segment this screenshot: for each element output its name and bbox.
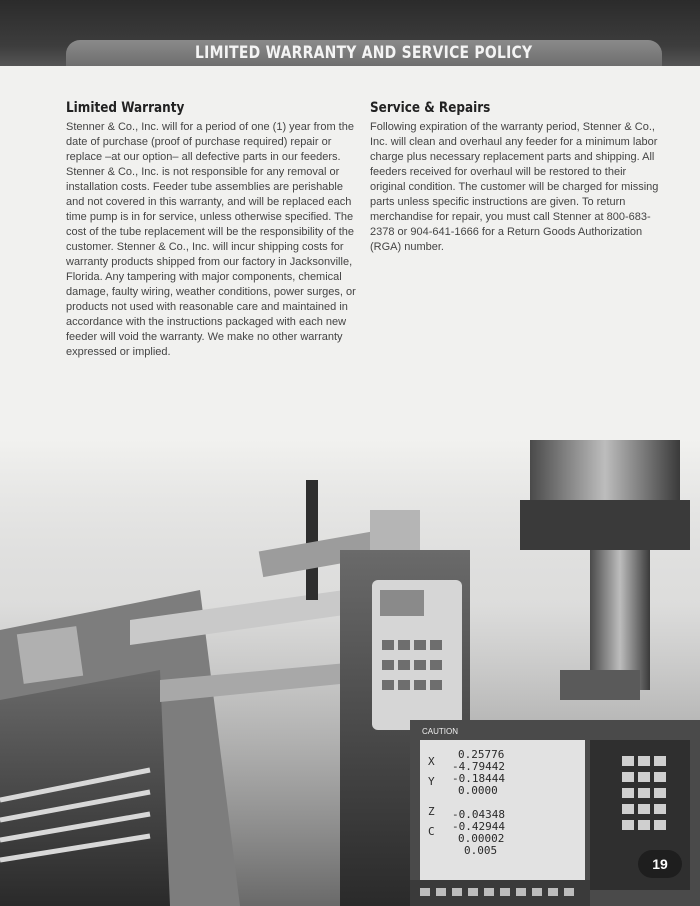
service-section (370, 100, 662, 255)
readout-value: -0.42944 (452, 820, 505, 833)
readout-value: -0.04348 (452, 808, 505, 821)
axis-label-y: Y (428, 775, 435, 788)
page-title: LIMITED WARRANTY AND SERVICE POLICY (195, 43, 533, 63)
readout-value: -0.18444 (452, 772, 505, 785)
readout-value: 0.00002 (458, 832, 505, 845)
warranty-body: Stenner & Co., Inc. will for a period of one (1) year from the date of purchase (proof of purchase required) repair or replace –at our option– all defective parts in our feeders. Stenner & Co., Inc. is not responsible for any removal or installation costs. Feeder tube assemblies are perishable and not covered in this warranty, and will be replaced each time pump is in for service, unless otherwise specified. The cost of the tube replacement will be the responsibility of the customer. Stenner & Co., Inc. will incur shipping costs for warranty products shipped from our factory in Jacksonville, Florida. Any tampering with major components, chemical damage, faulty wiring, weather conditions, power surges, or products not used with reasonable care and maintained in accordance with the instructions packaged with each new feeder will void the warranty. We make no other warranty expressed or implied. (66, 121, 356, 358)
page-number-badge: 19 (638, 850, 682, 878)
readout-value: 0.0000 (458, 784, 498, 797)
title-bar (66, 40, 662, 66)
warranty-section (66, 100, 358, 360)
axis-label-c: C (428, 825, 435, 838)
service-body: Following expiration of the warranty period, Stenner & Co., Inc. will clean and overhaul any feeder for a minimum labor charge plus necessary replacement parts and shipping. All feeders received for overhaul will be restored to their original condition. The customer will be charged for missing parts unless specific instructions are given. To return merchandise for repair, you must call Stenner at 800-683-2378 or 904-641-1666 for a Return Goods Authorization (RGA) number. (370, 121, 659, 253)
axis-label-x: X (428, 755, 435, 768)
readout-value: -4.79442 (452, 760, 505, 773)
readout-value: 0.005 (464, 844, 498, 857)
axis-label-z: Z (428, 805, 435, 818)
machinery-photo (0, 440, 700, 906)
service-heading: Service & Repairs (370, 100, 491, 116)
caution-label: CAUTION (422, 727, 458, 736)
warranty-heading: Limited Warranty (66, 100, 185, 116)
readout-value: 0.25776 (458, 748, 505, 761)
